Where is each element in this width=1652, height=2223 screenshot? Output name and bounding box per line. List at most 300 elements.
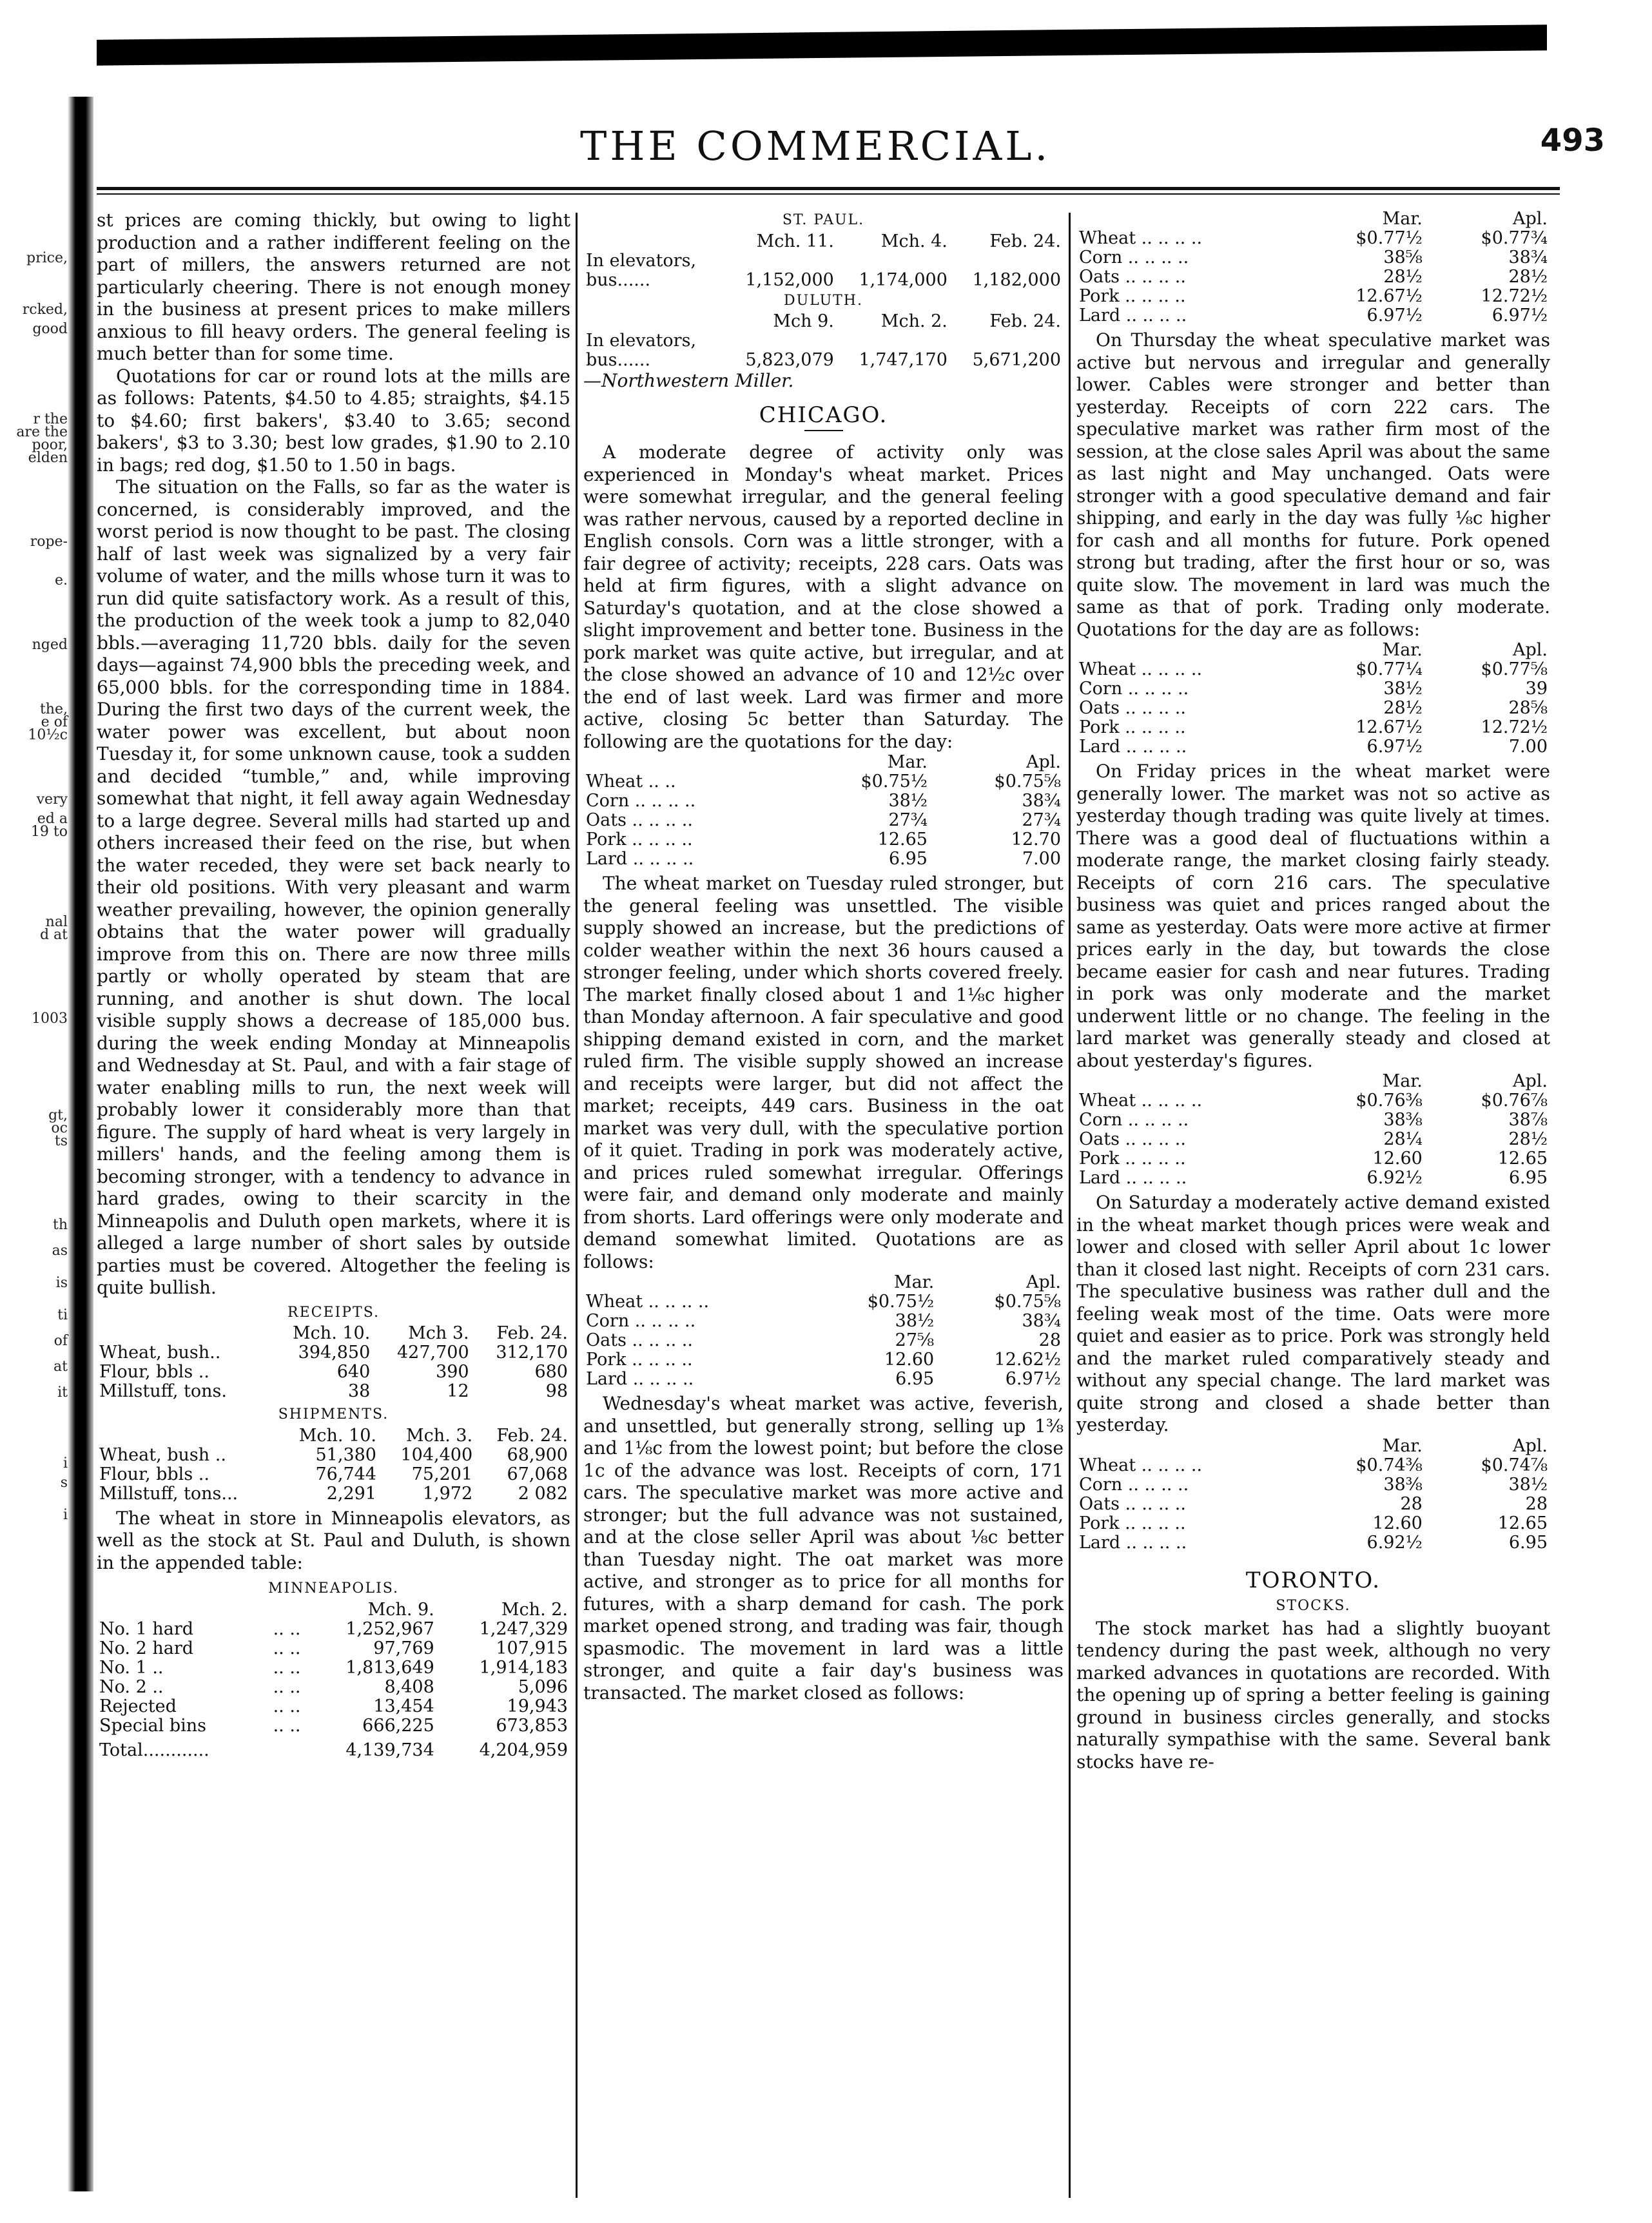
table-row <box>97 1343 570 1363</box>
table-row <box>1076 1111 1550 1130</box>
table-cell <box>1076 641 1300 660</box>
table-cell: Corn .. .. .. .. <box>586 791 696 811</box>
table-cell: 38⅝ <box>1383 248 1423 267</box>
table-cell: 6.95 <box>1508 1532 1548 1553</box>
table-row <box>583 251 1064 271</box>
table-row <box>1076 1533 1550 1553</box>
table-cell: 390 <box>436 1362 469 1382</box>
table-cell: Mar. <box>1382 640 1423 660</box>
table-cell: 12.72½ <box>1481 286 1548 306</box>
table-cell: 12.67½ <box>1356 286 1423 306</box>
table-cell: Special bins <box>99 1715 206 1736</box>
table-cell <box>97 1600 257 1620</box>
margin-fragment: of <box>53 1333 68 1349</box>
table-row <box>97 1658 570 1678</box>
margin-fragment: th <box>52 1217 68 1233</box>
table-row <box>97 1639 570 1658</box>
table-row <box>583 271 1064 290</box>
table-header-row <box>97 1426 570 1446</box>
table-cell: Apl. <box>1513 209 1548 229</box>
table-title: RECEIPTS. <box>287 1304 380 1321</box>
table-cell: 6.97½ <box>1366 737 1423 757</box>
table-cell: 12.65 <box>1497 1513 1548 1533</box>
table-cell: Feb. 24. <box>496 1425 568 1446</box>
table-row <box>1076 1169 1550 1188</box>
margin-fragment: rope- <box>30 534 68 550</box>
table-cell: Lard .. .. .. .. <box>1079 306 1187 325</box>
margin-fragment: ed a <box>37 811 68 827</box>
table-cell: 12.60 <box>1372 1513 1423 1533</box>
margin-fragment: i <box>63 1455 68 1471</box>
paragraph: st prices are coming thickly, but owing to light production and a rather indifferent feeling on the part of millers, the answers returned are not particularly cheering. There is not enough money in the business at present prices to make millers anxious to fill heavy orders. The general feeling is much better than for some time. <box>97 209 570 364</box>
table-cell: Mar. <box>893 1272 935 1292</box>
page-number: 493 <box>1540 122 1605 159</box>
table-cell: In elevators, <box>586 250 697 271</box>
table-cell: Wheat .. .. .. .. <box>1079 1091 1203 1111</box>
table-cell <box>583 232 723 251</box>
margin-fragment: i <box>63 1507 68 1523</box>
table-cell: Mar. <box>1382 1071 1423 1091</box>
table-cell: 12.65 <box>1497 1149 1548 1169</box>
table-cell: 75,201 <box>411 1464 473 1484</box>
table-cell: 67,068 <box>507 1464 568 1484</box>
table-cell: $0.77¾ <box>1481 228 1548 248</box>
table-header-row <box>1076 1437 1550 1456</box>
table-cell: Flour, bbls .. <box>99 1362 209 1382</box>
table-cell: Mch. 2. <box>501 1599 568 1620</box>
table-cell: Corn .. .. .. .. <box>1079 248 1189 267</box>
table-row <box>583 331 1064 351</box>
table-cell: Apl. <box>1513 1435 1548 1456</box>
table-cell: Oats .. .. .. .. <box>1079 267 1186 287</box>
table-cell: Oats .. .. .. .. <box>586 1330 693 1350</box>
minneapolis-table <box>97 1600 570 1760</box>
table-cell: Apl. <box>1513 1071 1548 1091</box>
table-cell <box>97 1426 276 1446</box>
margin-fragment: poor, <box>32 437 68 453</box>
margin-fragment: as <box>52 1243 68 1259</box>
table-cell: .. .. <box>273 1618 301 1639</box>
table-cell: .. .. <box>273 1676 301 1697</box>
table-row <box>583 830 1064 849</box>
paragraph: On Thursday the wheat speculative market was active but nervous and irregular and generally lower. Cables were stronger and better than yesterday. Receipts of corn 222 cars. The speculative market was rather firm most of the session, at the close sales April was about the same as last night and May unchanged. Oats were stronger with a good speculative demand and fair shipping, and early in the day was fully ⅛c higher for cash and all months for future. Pork opened strong but trading, after the first hour or so, was quite slow. The movement in lard was much the same as that of pork. Trading only moderate. Quotations for the day are as follows: <box>1076 329 1550 640</box>
table-cell <box>583 753 797 772</box>
table-cell: 38⅜ <box>1383 1110 1423 1130</box>
table-cell: 6.92½ <box>1366 1532 1423 1553</box>
margin-fragment: good <box>32 321 68 337</box>
table-row <box>97 1446 570 1465</box>
table-cell: 680 <box>534 1362 568 1382</box>
table-row <box>583 791 1064 811</box>
table-cell: Oats .. .. .. .. <box>586 810 693 830</box>
table-cell: 97,769 <box>373 1638 434 1658</box>
table-cell: 6.97½ <box>1005 1369 1061 1389</box>
table-cell: Feb. 24. <box>989 231 1061 251</box>
table-row <box>97 1465 570 1484</box>
margin-fragment: s <box>60 1475 68 1491</box>
table-title: SHIPMENTS. <box>278 1406 389 1422</box>
table-cell: 28⅝ <box>1508 698 1548 718</box>
margin-fragment: gt, <box>48 1107 68 1123</box>
table-cell: .. .. <box>273 1715 301 1736</box>
table-cell: 1,247,329 <box>479 1618 568 1639</box>
table-row <box>1076 306 1550 325</box>
table-cell: $0.77⅝ <box>1481 659 1548 679</box>
table-cell: $0.77¼ <box>1356 659 1423 679</box>
table-row <box>97 1678 570 1697</box>
table-row <box>1076 737 1550 757</box>
table-header-row <box>97 1324 570 1343</box>
table-cell: $0.75½ <box>867 1292 935 1312</box>
table-cell: 312,170 <box>496 1343 568 1363</box>
table-cell: 1,252,967 <box>345 1618 434 1639</box>
table-cell <box>257 1600 304 1620</box>
table-row <box>97 1382 570 1401</box>
duluth-table <box>583 312 1064 370</box>
table-cell: 39 <box>1525 679 1548 699</box>
table-cell <box>97 1324 267 1343</box>
table-cell: 5,823,079 <box>745 350 834 370</box>
table-header-row <box>583 753 1064 772</box>
table-header-row <box>1076 209 1550 229</box>
table-cell: 28 <box>1400 1493 1423 1514</box>
table-cell <box>1076 1437 1300 1456</box>
paragraph: The wheat market on Tuesday ruled stronger, but the general feeling was unsettled. The visible supply showed an increase, but the predictions of colder weather within the next 36 hours caused a stronger feeling, under which shorts covered freely. The market finally closed about 1 and 1⅛c higher than Monday afternoon. A fair speculative and good shipping demand existed in corn, and the market ruled firm. The visible supply showed an increase and receipts were larger, but did not affect the market; receipts, 449 cars. Business in the oat market was very dull, with the speculative portion of it quiet. Trading in pork was moderately active, and prices ruled somewhat irregular. Offerings were fair, and demand only moderate and mainly from shorts. Lard offerings were only moderate and demand somewhat limited. Quotations are as follows: <box>583 873 1064 1272</box>
table-cell: Pork .. .. .. .. <box>1079 1149 1186 1169</box>
table-header-row <box>583 232 1064 251</box>
table-cell: Mch. 11. <box>756 231 834 251</box>
quotation-table <box>583 753 1064 869</box>
table-cell <box>837 251 950 271</box>
table-cell: 1,914,183 <box>479 1657 568 1678</box>
table-cell: 28½ <box>1508 1129 1548 1149</box>
table-cell: Mar. <box>1382 209 1423 229</box>
paragraph: The situation on the Falls, so far as the water is concerned, is considerably improved, and the worst period is now thought to be past. The closing half of last week was signalized by a very fair volume of water, and the mills whose turn it was to run did quite satisfactory work. As a result of this, the production of the week took a jump to 82,040 bbls.—averaging 11,720 bbls. daily for the seven days—against 74,900 bbls the preceding week, and 65,000 bbls. for the corresponding time in 1884. During the first two days of the current week, the water power was excellent, but about noon Tuesday it, for some unknown cause, took a sudden and decided “tumble,” and, while improving somewhat that night, it fell away again Wednesday to a large degree. Several mills had started up and others increased their feed on the rise, but when the water receded, they were set back nearly to their old positions. With very pleasant and warm weather prevailing, however, the opinion generally obtains that the water power will gradually improve from this on. There are now three mills partly or wholly operated by steam that are running, and another is shut down. The local visible supply shows a decrease of 185,000 bus. during the week ending Monday at Minneapolis and Wednesday at St. Paul, and with a fair stage of water enabling mills to run, the next week will probably lower it considerably more than that figure. The supply of hard wheat is very largely in millers' hands, and the feeling among them is becoming stronger, with a tendency to advance in hard grades, owing to their scarcity in the Minneapolis and Duluth open markets, where it is alleged a large number of short sales by outside parties must be covered. Altogether the feeling is quite bullish. <box>97 476 570 1298</box>
table-cell: $0.76⅜ <box>1356 1091 1423 1111</box>
table-cell: 38 <box>347 1381 371 1401</box>
table-cell: Feb. 24. <box>989 311 1061 331</box>
table-row <box>1076 229 1550 248</box>
table-cell: Apl. <box>1513 640 1548 660</box>
table-cell: Corn .. .. .. .. <box>1079 679 1189 699</box>
margin-fragment: e. <box>54 572 68 588</box>
table-cell: Oats .. .. .. .. <box>1079 1129 1186 1149</box>
table-cell: Corn .. .. .. .. <box>1079 1110 1189 1130</box>
table-cell: Pork .. .. .. .. <box>586 1350 693 1370</box>
table-cell: Feb. 24. <box>496 1323 568 1343</box>
table-cell: 12.60 <box>884 1350 935 1370</box>
table-cell: 394,850 <box>298 1343 371 1363</box>
table-cell: 27⅝ <box>895 1330 935 1350</box>
table-cell <box>723 251 837 271</box>
table-cell: 28½ <box>1508 267 1548 287</box>
paragraph: The stock market has had a slightly buoyant tendency during the past week, although no very marked advances in quotations are recorded. With the opening up of spring a better feeling is gaining ground in business circles generally, and stocks naturally sympathise with the same. Several bank stocks have re- <box>1076 1617 1550 1772</box>
table-cell: Millstuff, tons. <box>99 1381 227 1401</box>
table-row <box>1076 1475 1550 1495</box>
header-rule <box>97 187 1560 190</box>
table-cell: 28 <box>1038 1330 1061 1350</box>
table-total-row <box>97 1736 570 1760</box>
paragraph: Quotations for car or round lots at the mills are as follows: Patents, $4.50 to 4.85; straights, $4.15 to $4.60; first bakers', $3.40 to 3.65; second bakers', $3 to 3.30; best low grades, $1.90 to 2.10 in bags; red dog, $1.50 to 1.50 in bags. <box>97 365 570 476</box>
table-cell: Wheat .. .. .. .. <box>586 1292 710 1312</box>
margin-fragment: ti <box>57 1307 68 1323</box>
table-cell: 2,291 <box>326 1483 376 1504</box>
receipts-table <box>97 1324 570 1401</box>
column-2 <box>583 209 1064 1704</box>
table-cell: $0.75⅝ <box>994 772 1061 791</box>
table-cell: 38½ <box>888 791 928 811</box>
table-header-row <box>583 1273 1064 1292</box>
table-cell: 7.00 <box>1022 849 1061 869</box>
table-cell: Wheat, bush.. <box>99 1343 221 1363</box>
scan-top-edge <box>97 24 1547 66</box>
table-cell: Oats .. .. .. .. <box>1079 1493 1186 1514</box>
table-cell: 6.97½ <box>1366 306 1423 325</box>
table-cell: 76,744 <box>315 1464 376 1484</box>
table-cell: Mar. <box>887 752 928 772</box>
margin-fragment: 10½c <box>28 727 68 743</box>
table-header-row <box>1076 1072 1550 1091</box>
table-row <box>583 1312 1064 1331</box>
table-cell: 38¾ <box>1022 1311 1061 1331</box>
table-header-row <box>1076 641 1550 660</box>
table-cell: 13,454 <box>373 1696 434 1716</box>
table-row <box>97 1363 570 1382</box>
table-cell: Mch. 2. <box>880 311 947 331</box>
table-row <box>583 1370 1064 1389</box>
table-cell: Pork .. .. .. .. <box>1079 286 1186 306</box>
table-row <box>583 1331 1064 1350</box>
table-cell <box>950 251 1064 271</box>
table-cell: 6.92½ <box>1366 1168 1423 1188</box>
table-cell: Mch. 9. <box>367 1599 434 1620</box>
table-row <box>1076 718 1550 737</box>
margin-fragment: rcked, <box>22 302 68 318</box>
column-3 <box>1076 209 1550 1773</box>
table-cell: Mch. 10. <box>293 1323 371 1343</box>
table-cell: $0.76⅞ <box>1481 1091 1548 1111</box>
header-rule-thin <box>97 193 1560 195</box>
table-cell: 12.67½ <box>1356 717 1423 737</box>
table-cell: Oats .. .. .. .. <box>1079 698 1186 718</box>
margin-fragment: d at <box>39 927 68 943</box>
table-cell <box>1076 209 1300 229</box>
table-row <box>1076 1130 1550 1149</box>
table-cell: .. .. <box>273 1657 301 1678</box>
table-cell: 6.95 <box>888 849 928 869</box>
table-cell: .. .. <box>273 1638 301 1658</box>
table-cell: No. 2 .. <box>99 1676 164 1697</box>
table-cell: Wheat .. .. <box>586 772 676 791</box>
table-cell: .. .. <box>273 1696 301 1716</box>
subheading-stocks: STOCKS. <box>1276 1598 1351 1614</box>
table-cell: 38⅞ <box>1508 1110 1548 1130</box>
table-cell: Total............ <box>99 1740 209 1760</box>
margin-fragment: oc <box>51 1120 68 1136</box>
table-cell: bus...... <box>586 350 651 370</box>
table-cell: 1,174,000 <box>859 269 947 290</box>
table-cell: Corn .. .. .. .. <box>1079 1474 1189 1495</box>
table-cell <box>583 312 723 331</box>
column-rule-2 <box>1069 213 1071 2198</box>
table-row <box>583 351 1064 370</box>
margin-fragment: ts <box>54 1133 68 1149</box>
table-cell: 38½ <box>895 1311 935 1331</box>
table-row <box>97 1716 570 1736</box>
section-heading-toronto: TORONTO. <box>1245 1567 1381 1593</box>
table-header-row <box>583 312 1064 331</box>
table-cell: Apl. <box>1026 1272 1061 1292</box>
paragraph: The wheat in store in Minneapolis elevators, as well as the stock at St. Paul and Duluth, is shown in the appended table: <box>97 1507 570 1573</box>
table-cell: 666,225 <box>362 1715 434 1736</box>
table-row <box>1076 267 1550 287</box>
publication-title: THE COMMERCIAL. <box>580 122 1051 170</box>
table-cell: $0.74⅜ <box>1356 1455 1423 1475</box>
table-cell: 6.97½ <box>1492 306 1548 325</box>
margin-fragment: it <box>57 1384 68 1401</box>
margin-fragment: elden <box>28 450 68 466</box>
table-cell: 38½ <box>1383 679 1423 699</box>
table-cell: 673,853 <box>496 1715 568 1736</box>
column-1 <box>97 209 570 1760</box>
table-header-row <box>97 1600 570 1620</box>
table-cell: In elevators, <box>586 331 697 351</box>
heading-dash <box>804 430 843 431</box>
table-cell: 1,972 <box>422 1483 473 1504</box>
table-cell: $0.75½ <box>860 772 928 791</box>
table-cell: 27¾ <box>888 810 928 830</box>
table-row <box>583 1292 1064 1312</box>
margin-fragment: nal <box>45 914 68 930</box>
table-cell <box>583 1273 810 1292</box>
table-cell: 6.95 <box>1508 1168 1548 1188</box>
running-head <box>193 116 1644 174</box>
table-row <box>1076 287 1550 306</box>
table-cell: 107,915 <box>496 1638 568 1658</box>
margin-fragment: the, <box>39 701 68 717</box>
table-cell: 2 082 <box>518 1483 568 1504</box>
table-cell: 1,152,000 <box>745 269 834 290</box>
table-title: MINNEAPOLIS. <box>267 1580 400 1597</box>
table-cell: 68,900 <box>507 1444 568 1465</box>
table-cell: Mch 3. <box>408 1323 469 1343</box>
table-cell: 427,700 <box>396 1343 469 1363</box>
table-cell: 19,943 <box>507 1696 568 1716</box>
table-cell: 28½ <box>1383 698 1423 718</box>
table-cell: Lard .. .. .. .. <box>1079 1532 1187 1553</box>
table-row <box>1076 1149 1550 1169</box>
table-cell: Lard .. .. .. .. <box>1079 1168 1187 1188</box>
table-row <box>1076 1495 1550 1514</box>
table-cell: Pork .. .. .. .. <box>1079 717 1186 737</box>
table-cell: Wheat .. .. .. .. <box>1079 1455 1203 1475</box>
table-cell: 12.60 <box>1372 1149 1423 1169</box>
table-cell: 4,204,959 <box>479 1740 568 1760</box>
table-title: ST. PAUL. <box>782 212 865 228</box>
st-paul-table <box>583 232 1064 290</box>
table-cell <box>1076 1072 1300 1091</box>
margin-fragment: 1003 <box>32 1011 68 1027</box>
table-row <box>1076 1514 1550 1533</box>
table-row <box>97 1620 570 1639</box>
table-cell: Rejected <box>99 1696 177 1716</box>
table-cell: 12.62½ <box>994 1350 1061 1370</box>
table-cell: Corn .. .. .. .. <box>586 1311 696 1331</box>
table-cell: 38⅜ <box>1383 1474 1423 1495</box>
table-row <box>583 811 1064 830</box>
table-cell: No. 1 hard <box>99 1618 194 1639</box>
table-cell: Lard .. .. .. .. <box>586 849 694 869</box>
table-row <box>1076 248 1550 267</box>
table-cell: Mch. 10. <box>298 1425 376 1446</box>
margin-fragment: price, <box>26 250 68 266</box>
table-row <box>583 1350 1064 1370</box>
table-cell: 6.95 <box>895 1369 935 1389</box>
table-cell <box>723 331 837 351</box>
table-cell: 12.65 <box>877 830 928 849</box>
margin-fragment: nged <box>32 637 68 653</box>
table-cell <box>837 331 950 351</box>
table-cell: 1,747,170 <box>859 350 947 370</box>
table-cell: 8,408 <box>384 1676 434 1697</box>
table-cell: 51,380 <box>315 1444 376 1465</box>
quotation-table <box>1076 641 1550 757</box>
paragraph: On Saturday a moderately active demand existed in the wheat market though prices were weak and lower and closed with seller April about 1c lower than it closed last night. Receipts of corn 231 cars. The speculative business was rather dull and the feeling weak most of the time. Oats were more quiet and easier as to price. Pork was strongly held and the market ruled comparatively steady and without any special change. The lard market was quite strong and closed a shade better than yesterday. <box>1076 1192 1550 1435</box>
table-cell: $0.77½ <box>1356 228 1423 248</box>
table-cell: 12.72½ <box>1481 717 1548 737</box>
margin-fragment: very <box>36 791 68 808</box>
source-credit: —Northwestern Miller. <box>583 370 794 391</box>
quotation-table <box>1076 209 1550 325</box>
quotation-table <box>1076 1437 1550 1553</box>
paragraph: A moderate degree of activity only was experienced in Monday's wheat market. Prices were somewhat irregular, and the general feeling was rather nervous, caused by a reported decline in English consols. Corn was a little stronger, with a fair degree of activity; receipts, 228 cars. Oats was held at firm figures, with a slight advance on Saturday's quotation, and at the close showed a slight improvement and better tone. Business in the pork market was quite active, but irregular, and at the close showed an advance of 10 and 12½c over the end of last week. Lard was firmer and more active, closing 5c better than Saturday. The following are the quotations for the day: <box>583 442 1064 752</box>
margin-fragment: 19 to <box>30 824 68 840</box>
margin-fragment: r the <box>33 411 68 427</box>
table-row <box>1076 679 1550 699</box>
table-row <box>1076 660 1550 679</box>
table-cell: 38¾ <box>1508 248 1548 267</box>
table-cell: 38¾ <box>1022 791 1061 811</box>
table-cell: 5,671,200 <box>972 350 1061 370</box>
table-cell: Pork .. .. .. .. <box>1079 1513 1186 1533</box>
shipments-table <box>97 1426 570 1504</box>
margin-fragment: e of <box>41 714 68 730</box>
table-cell: Mch 9. <box>773 311 834 331</box>
table-cell: 98 <box>545 1381 568 1401</box>
table-cell: bus...... <box>586 269 651 290</box>
table-cell: 38½ <box>1508 1474 1548 1495</box>
table-cell: 1,813,649 <box>345 1657 434 1678</box>
table-row <box>97 1697 570 1716</box>
table-row <box>1076 699 1550 718</box>
table-cell: Lard .. .. .. .. <box>1079 737 1187 757</box>
table-row <box>583 849 1064 869</box>
section-heading-chicago: CHICAGO. <box>759 402 888 428</box>
table-cell: 5,096 <box>518 1676 568 1697</box>
table-cell <box>950 331 1064 351</box>
table-cell: 104,400 <box>400 1444 473 1465</box>
table-title: DULUTH. <box>784 292 863 309</box>
margin-fragment: are the <box>16 424 68 440</box>
table-cell: 27¾ <box>1022 810 1061 830</box>
table-cell: Pork .. .. .. .. <box>586 830 693 849</box>
table-cell: No. 2 hard <box>99 1638 194 1658</box>
paragraph: Wednesday's wheat market was active, feverish, and unsettled, but generally strong, selling up 1⅜ and 1⅛c from the lowest point; but before the close 1c of the advance was lost. Receipts of corn, 171 cars. The speculative market was more active and stronger; but the full advance was not sustained, and at the close seller April was about ⅛c better than Tuesday night. The oat market was more active, and stronger as to price for all months for futures, with a sharp demand for cash. The pork market opened strong, and trading was fair, though spasmodic. The movement in lard was a little stronger, and quite a fair day's business was transacted. The market closed as follows: <box>583 1393 1064 1704</box>
table-cell: 7.00 <box>1508 737 1548 757</box>
table-cell: Lard .. .. .. .. <box>586 1369 694 1389</box>
table-row <box>583 772 1064 791</box>
table-cell: Mar. <box>1382 1435 1423 1456</box>
